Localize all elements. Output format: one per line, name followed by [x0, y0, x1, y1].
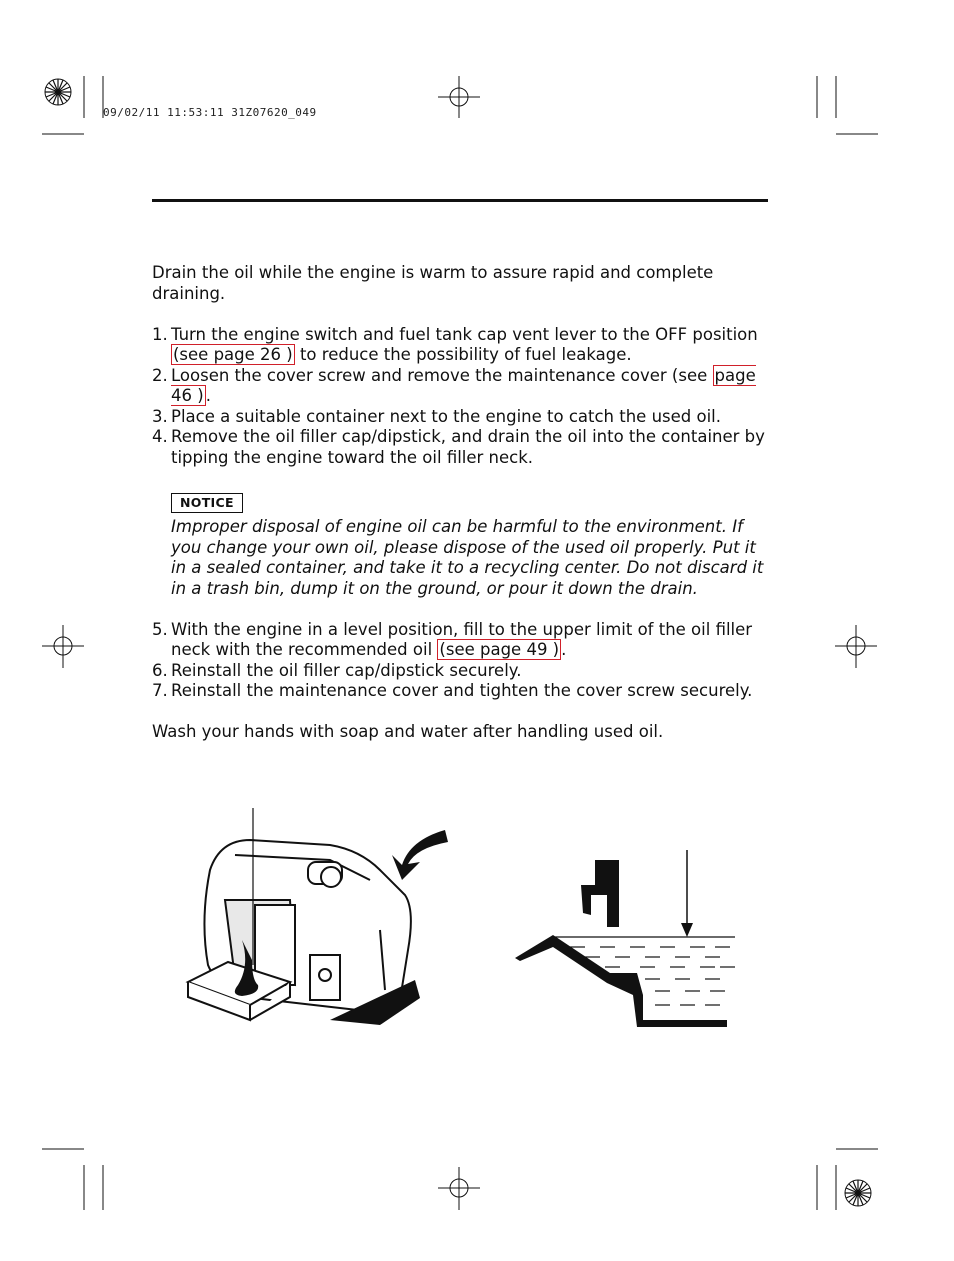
closing-paragraph: Wash your hands with soap and water after handling used oil. [152, 722, 664, 741]
document-body [152, 263, 772, 743]
generator-draining-oil-illustration [180, 800, 740, 1040]
steps-list-b [152, 620, 772, 702]
notice-box [152, 492, 772, 513]
list-item: 2. Loosen the cover screw and remove the maintenance cover (see page 46 ) . [152, 365, 756, 405]
list-item: 5. With the engine in a level position, fill to the upper limit of the oil filler neck with the recommended oil (see page 49 ) . [152, 619, 753, 659]
steps-list-a [152, 325, 772, 469]
print-stamp: 09/02/11 11:53:11 31Z07620_049 [103, 106, 317, 119]
list-item: 1. Turn the engine switch and fuel tank cap vent lever to the OFF position (see page 26 ) to reduce the possibility of fuel leakage. [152, 324, 758, 364]
list-item: 7. Reinstall the maintenance cover and tighten the cover screw securely. [152, 681, 753, 700]
page-link[interactable]: page 46 ) [171, 365, 756, 405]
header-rule [152, 199, 768, 202]
list-item: 4. Remove the oil filler cap/dipstick, and drain the oil into the container by tipping the engine toward the oil filler neck. [152, 427, 765, 467]
page-link[interactable]: (see page 26 ) [173, 345, 293, 364]
registration-target-icon [45, 79, 71, 105]
list-item: 3. Place a suitable container next to the engine to catch the used oil. [152, 406, 722, 426]
registration-target-icon [845, 1180, 871, 1206]
notice-text: Improper disposal of engine oil can be harmful to the environment. If you change your own oil, please dispose of the used oil properly. Put it in a sealed container, and take it to a recycling center. Do not discard it in a trash bin, dump it on the ground, or pour it down the drain. [171, 517, 764, 598]
page-link[interactable]: (see page 49 ) [439, 640, 560, 659]
list-item: 6. Reinstall the oil filler cap/dipstick securely. [152, 660, 522, 680]
intro-paragraph: Drain the oil while the engine is warm to assure rapid and complete draining. [152, 263, 714, 303]
notice-label: NOTICE [171, 493, 243, 513]
